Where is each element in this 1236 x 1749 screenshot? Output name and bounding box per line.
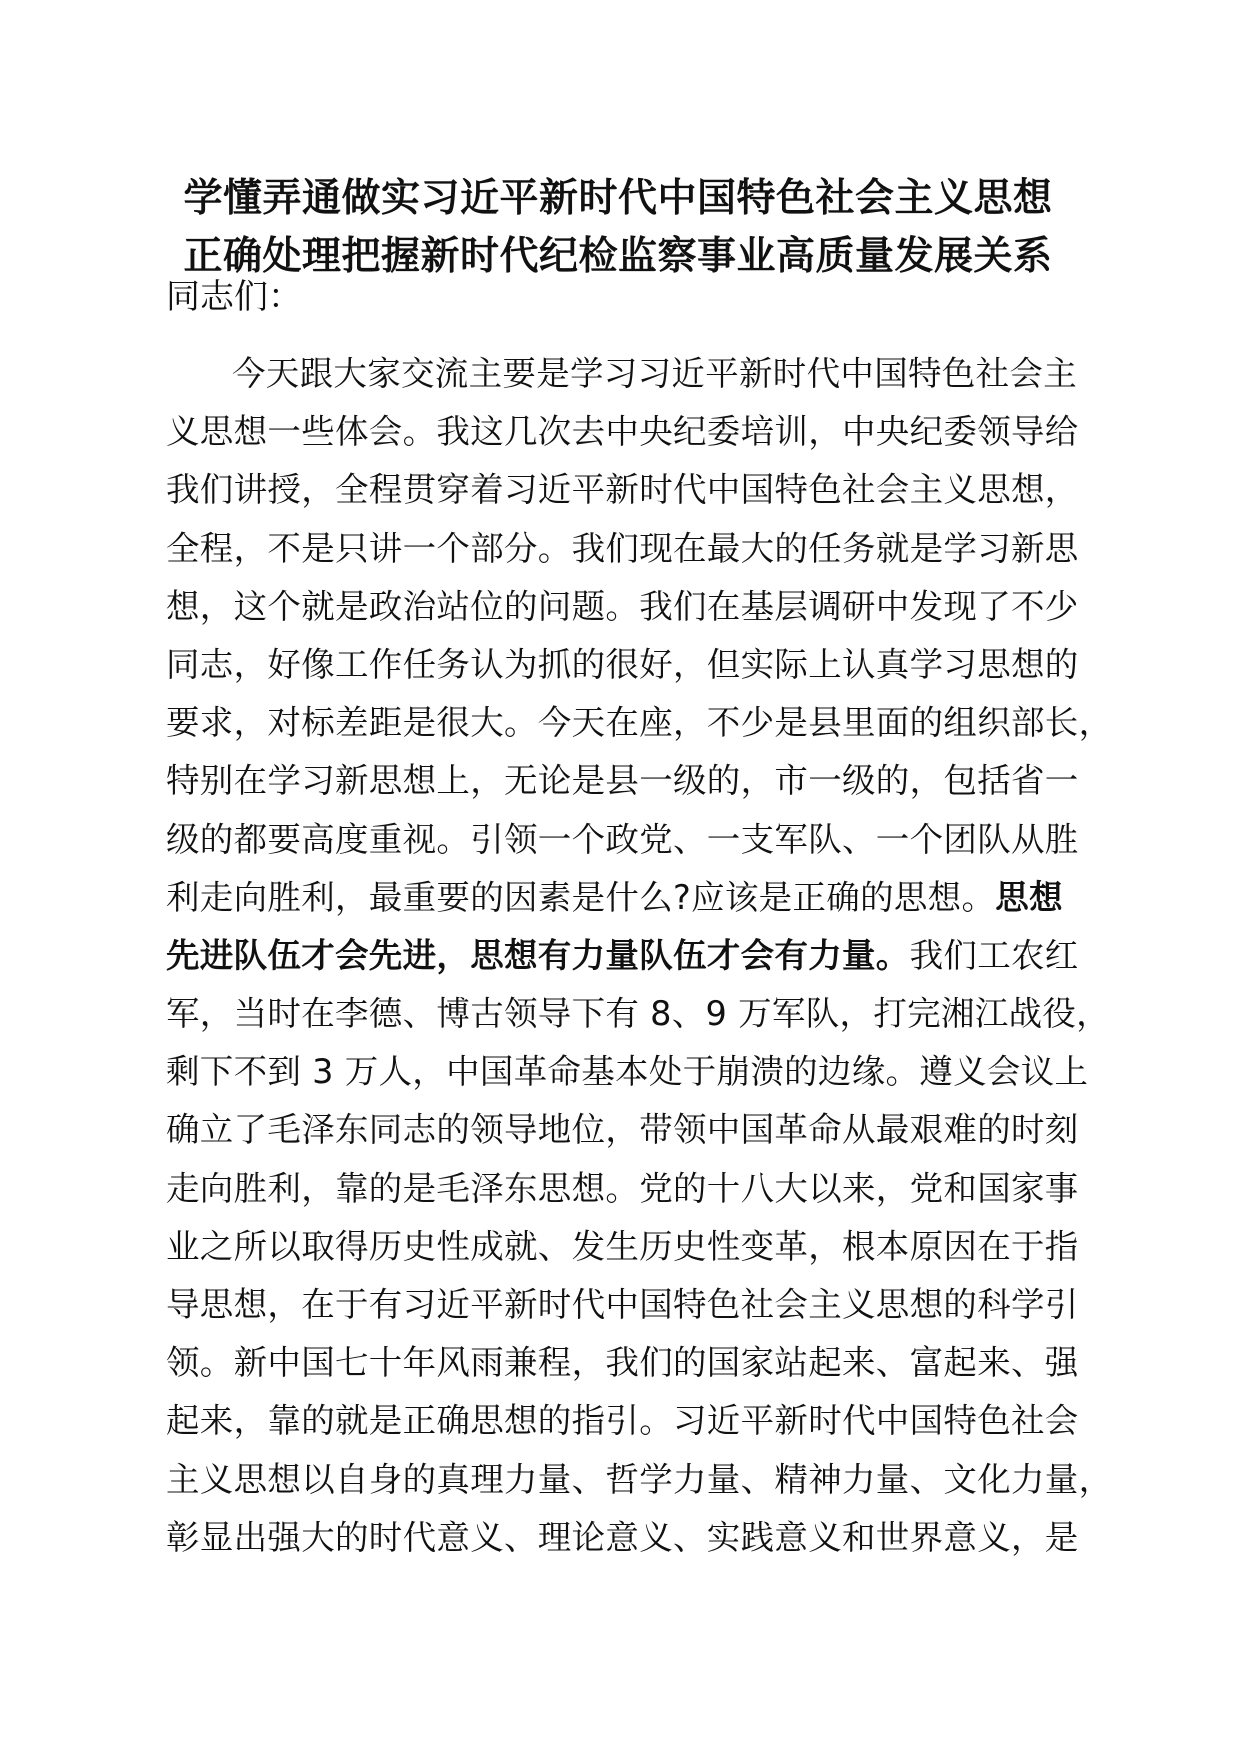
text-line: 同志，好像工作任务认为抓的很好，但实际上认真学习思想的 [166,644,1079,684]
text-segment: 利走向胜利，最重要的因素是什么?应该是正确的思想。 [166,877,996,917]
text-line: 起来，靠的就是正确思想的指引。习近平新时代中国特色社会 [166,1401,1079,1441]
text-line: 义思想一些体会。我这几次去中央纪委培训，中央纪委领导给 [166,412,1079,452]
text-line: 导思想，在于有习近平新时代中国特色社会主义思想的科学引 [166,1285,1079,1324]
text-line: 领。新中国七十年风雨兼程，我们的国家站起来、富起来、强 [166,1343,1079,1383]
document-title-line-1: 学懂弄通做实习近平新时代中国特色社会主义思想 [183,176,1053,221]
text-line: 确立了毛泽东同志的领导地位，带领中国革命从最艰难的时刻 [166,1110,1079,1150]
text-line: 级的都要高度重视。引领一个政党、一支军队、一个团队从胜 [166,819,1079,859]
document-title-line-2: 正确处理把握新时代纪检监察事业高质量发展关系 [183,234,1053,279]
text-line: 彰显出强大的时代意义、理论意义、实践意义和世界意义，是 [166,1517,1079,1557]
text-line: 全程，不是只讲一个部分。我们现在最大的任务就是学习新思 [166,528,1079,568]
text-line: 特别在学习新思想上，无论是县一级的，市一级的，包括省一 [166,761,1079,801]
salutation: 同志们： [166,277,302,317]
text-line: 业之所以取得历史性成就、发生历史性变革，根本原因在于指 [166,1226,1079,1266]
text-line: 剩下不到 3 万人，中国革命基本处于崩溃的边缘。遵义会议上 [166,1052,1089,1092]
body-text [166,345,1113,1567]
text-line: 主义思想以自身的真理力量、哲学力量、精神力量、文化力量， [166,1459,1113,1499]
bold-text-segment: 先进队伍才会先进，思想有力量队伍才会有力量。 [166,935,910,975]
text-line: 军，当时在李德、博古领导下有 8、9 万军队，打完湘江战役， [166,994,1110,1034]
text-line-mixed [166,927,1079,985]
text-line: 走向胜利，靠的是毛泽东思想。党的十八大以来，党和国家事 [166,1168,1079,1208]
text-line: 我们讲授，全程贯穿着习近平新时代中国特色社会主义思想， [166,470,1079,510]
text-line: 想，这个就是政治站位的问题。我们在基层调研中发现了不少 [166,586,1079,626]
text-line-mixed [166,869,1076,927]
bold-text-segment: 思想 [995,877,1063,917]
text-line: 今天跟大家交流主要是学习习近平新时代中国特色社会主 [232,354,1077,393]
text-segment: 我们工农红 [909,935,1079,975]
text-line: 要求，对标差距是很大。今天在座，不少是县里面的组织部长， [166,703,1113,743]
